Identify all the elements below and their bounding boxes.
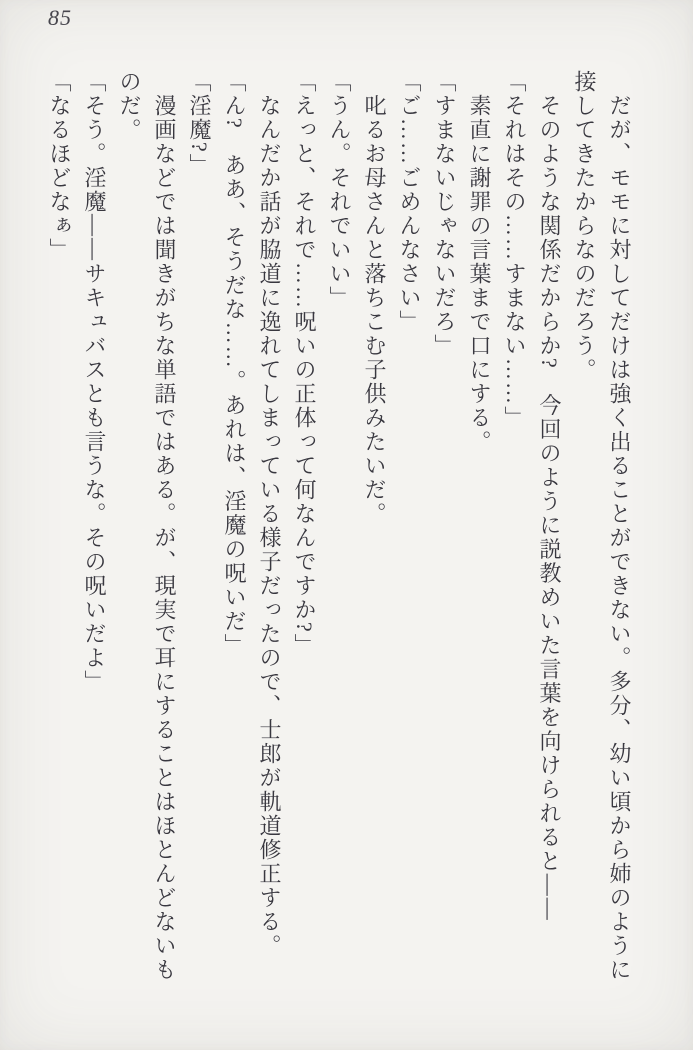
page-number: 85 xyxy=(48,5,72,30)
paragraph-line: 「そう。淫魔――サキュバスとも言うな。その呪いだよ」 xyxy=(82,70,107,694)
paragraph-line: だが、モモに対してだけは強く出ることができない。多分、幼い頃から姉のように接してきたからなのだろう。 xyxy=(572,70,632,982)
paragraph-line: そのような関係だからか? 今回のように説教めいた言葉を向けられると―― xyxy=(537,70,562,922)
paragraph-line: 漫画などでは聞きがちな単語ではある。が、現実で耳にすることはほとんどないものだ。 xyxy=(117,70,177,982)
paragraph-line: 素直に謝罪の言葉まで口にする。 xyxy=(467,70,492,454)
paragraph-line: 「すまないじゃないだろ」 xyxy=(432,70,457,358)
paragraph-line: 「それはその……すまない……」 xyxy=(502,70,527,430)
text-body xyxy=(42,70,637,986)
paragraph-line: 「うん。それでいい」 xyxy=(327,70,352,310)
paragraph-line: 「淫魔?」 xyxy=(187,70,212,178)
paragraph-line: 「ご……ごめんなさい」 xyxy=(397,70,422,334)
paragraph-line: なんだか話が脇道に逸れてしまっている様子だったので、士郎が軌道修正する。 xyxy=(257,70,282,958)
paragraph-line: 「ん? ああ、そうだな……。あれは、淫魔の呪いだ」 xyxy=(222,70,247,658)
paragraph-line: 「なるほどなぁ」 xyxy=(47,70,72,262)
paragraph-line: 叱るお母さんと落ちこむ子供みたいだ。 xyxy=(362,70,387,526)
paragraph-line: 「えっと、それで……呪いの正体って何なんですか?」 xyxy=(292,70,317,658)
